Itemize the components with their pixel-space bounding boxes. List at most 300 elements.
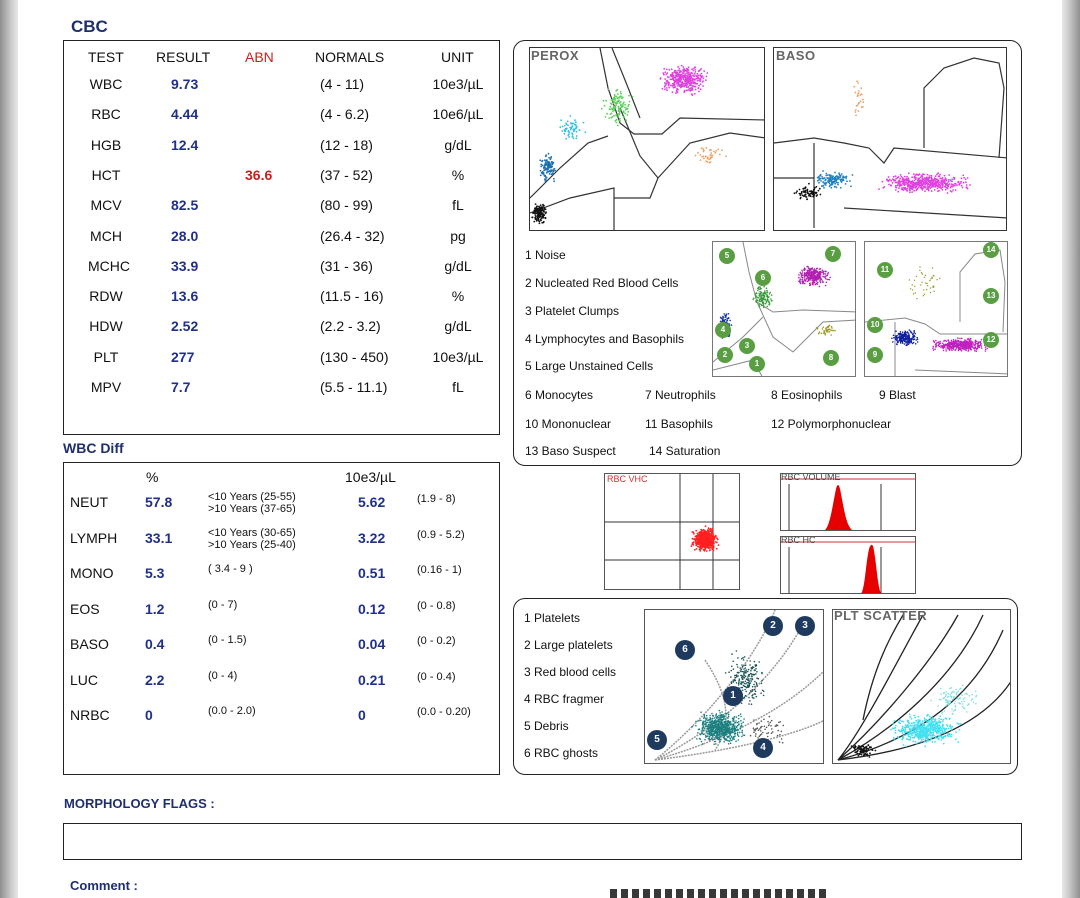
baso-dot (939, 181, 941, 183)
plts-dot (921, 736, 923, 738)
wbc-eos-range-pct-1: (0 - 7) (208, 598, 238, 611)
plt-dot (723, 737, 725, 739)
baso-dot (856, 105, 858, 107)
plt-dot (710, 729, 712, 731)
plt-dot (692, 726, 694, 728)
vhc-dot (709, 543, 711, 545)
baso-dot (924, 177, 926, 179)
plt-dot (724, 729, 726, 731)
perox-dot (689, 76, 691, 78)
perox-dot (616, 119, 618, 121)
mini-dot (896, 335, 898, 337)
perox-dot (571, 132, 573, 134)
plts-dot (951, 734, 953, 736)
plt-dot (718, 719, 720, 721)
perox-dot (700, 83, 702, 85)
perox-dot (546, 160, 548, 162)
mini-dot (755, 301, 757, 303)
mini-dot (947, 339, 949, 341)
baso-dot (939, 177, 941, 179)
baso-dot (899, 178, 901, 180)
plt-dot (717, 731, 719, 733)
vhc-dot (712, 539, 714, 541)
mini-dot (822, 328, 824, 330)
mini-dot (960, 347, 962, 349)
wbc-eos-pct: 1.2 (145, 600, 165, 617)
plt-dot (741, 702, 743, 704)
baso-dot (834, 186, 836, 188)
baso-dot (818, 179, 820, 181)
baso-dot (897, 177, 899, 179)
perox-dot (567, 135, 569, 137)
perox-dot (560, 119, 562, 121)
baso-dot (813, 189, 815, 191)
baso-dot (951, 181, 953, 183)
plts-dot (911, 718, 913, 720)
plt-dot (720, 724, 722, 726)
mini-dot (756, 296, 758, 298)
wbc-baso-range-pct-1: (0 - 1.5) (208, 634, 247, 646)
plt-dot (763, 695, 765, 697)
mini-dot (770, 298, 772, 300)
mini-dot (926, 283, 927, 284)
baso-dot (934, 189, 936, 191)
plt-dot (761, 733, 763, 735)
plt-dot (720, 714, 722, 716)
baso-dot (911, 176, 913, 178)
baso-dot (915, 190, 917, 192)
plt-dot (721, 719, 723, 721)
baso-dot (827, 174, 829, 176)
plt-dot (769, 716, 771, 718)
mini-dot (808, 273, 810, 275)
mini-dot (944, 344, 946, 346)
mini-dot (829, 331, 831, 333)
plts-dot (917, 721, 919, 723)
perox-dot (550, 171, 552, 173)
perox-dot (702, 148, 704, 150)
perox-dot (549, 164, 551, 166)
perox-dot (543, 221, 545, 223)
mini-dot (800, 273, 802, 275)
plt-dot (730, 742, 732, 744)
vhc-dot (697, 533, 699, 535)
plt-dot (733, 681, 735, 683)
plt-dot (755, 735, 757, 737)
perox-dot (572, 136, 574, 138)
wbc-mono-abs: 0.51 (358, 565, 386, 581)
mini-dot (825, 285, 827, 287)
plts-dot (920, 722, 922, 724)
baso-dot (855, 114, 857, 116)
plts-dot (920, 735, 922, 737)
perox-dot (535, 215, 537, 217)
baso-dot (901, 188, 903, 190)
perox-dot (614, 95, 616, 97)
mini-dot (945, 350, 947, 352)
perox-dot (564, 133, 566, 135)
mini-dot (769, 292, 771, 294)
perox-dot (535, 203, 537, 205)
plts-dot (926, 736, 928, 738)
mini-dot (826, 282, 828, 284)
perox-dot (682, 77, 684, 79)
baso-dot (938, 190, 940, 192)
plts-dot (932, 718, 934, 720)
mini-dot (763, 286, 765, 288)
mini-dot (729, 320, 731, 322)
plts-dot (930, 734, 932, 736)
baso-label: BASO (776, 48, 816, 63)
mini-dot (914, 338, 916, 340)
cbc-mch-test: MCH (90, 227, 122, 244)
perox-dot (572, 129, 574, 131)
mini-dot (728, 317, 730, 319)
baso-dot (895, 178, 897, 180)
mini-dot (908, 332, 910, 334)
perox-dot (677, 70, 679, 72)
mini-dot (932, 267, 933, 268)
plt-dot (732, 661, 734, 663)
baso-dot (934, 177, 936, 179)
plts-dot (944, 730, 946, 732)
baso-dot (806, 199, 808, 201)
baso-dot (892, 182, 894, 184)
perox-dot (618, 106, 620, 108)
mini-dot (814, 279, 816, 281)
plt-dot (761, 720, 763, 722)
vhc-dot (712, 528, 714, 530)
mini-dot (766, 301, 768, 303)
cbc-mpv-unit: fL (452, 379, 464, 395)
perox-dot (705, 79, 707, 81)
wbc-lymph-range-abs: (0.9 - 5.2) (417, 528, 465, 541)
baso-dot (933, 179, 935, 181)
baso-dot (921, 185, 923, 187)
perox-dot (544, 166, 546, 168)
baso-dot (922, 182, 924, 184)
plt-dot (727, 717, 729, 719)
mini-dot (916, 337, 918, 339)
plt-dot (718, 715, 720, 717)
wbc-header-abs-unit: 10e3/µL (345, 469, 396, 485)
perox-dot (623, 116, 625, 118)
mini-dot (966, 347, 968, 349)
perox-dot (567, 125, 569, 127)
mini-dot (981, 347, 983, 349)
baso-mini-plot (864, 241, 1008, 377)
plt-dot (741, 676, 743, 678)
plt-dot (719, 736, 721, 738)
baso-dot (804, 190, 806, 192)
plt-dot (727, 736, 729, 738)
plt-dot (768, 725, 770, 727)
plt-dot (767, 721, 769, 723)
wbc-mono-name: MONO (70, 565, 114, 581)
rbc-hc-svg (781, 537, 916, 594)
perox-dot (702, 81, 704, 83)
vhc-dot (710, 534, 712, 536)
mini-dot (914, 286, 915, 287)
cbc-mch-result: 28.0 (171, 227, 199, 244)
plt-dot (728, 716, 730, 718)
plt-dot (751, 703, 753, 705)
plts-dot (921, 731, 923, 733)
baso-dot (953, 178, 955, 180)
perox-dot (666, 89, 668, 91)
perox-dot (706, 72, 708, 74)
plts-dot (949, 718, 951, 720)
plt-dot (743, 665, 745, 667)
plt-dot (740, 683, 742, 685)
vhc-dot (710, 530, 712, 532)
mini-dot (915, 343, 917, 345)
perox-dot (564, 129, 566, 131)
baso-dot (909, 181, 911, 183)
perox-dot (541, 222, 543, 224)
plt-dot (708, 729, 710, 731)
plt-dot (714, 730, 716, 732)
plt-dot (737, 657, 739, 659)
mini-dot (813, 270, 815, 272)
plts-dot (946, 724, 948, 726)
legend-saturation: 14 Saturation (649, 444, 721, 458)
rbc-hc-plot (780, 536, 916, 594)
plt-dot (745, 681, 747, 683)
mini-dot (956, 341, 958, 343)
plt-dot (737, 733, 739, 735)
plt-dot (763, 691, 765, 693)
plt-dot (705, 721, 707, 723)
plt-dot (753, 719, 755, 721)
plt-badge-6: 6 (675, 640, 695, 660)
mini-dot (812, 267, 814, 269)
perox-dot (546, 177, 548, 179)
plt-dot (753, 731, 755, 733)
plts-dot (912, 740, 914, 742)
perox-dot (543, 170, 545, 172)
baso-dot (829, 186, 831, 188)
plt-dot (703, 730, 705, 732)
perox-dot (601, 108, 603, 110)
mini-dot (919, 266, 920, 267)
cbc-plt-normals: (130 - 450) (320, 348, 389, 365)
baso-mini-badge-13: 13 (983, 288, 999, 304)
plt-dot (734, 675, 736, 677)
perox-dot (677, 66, 679, 68)
plt-dot (752, 694, 754, 696)
wbc-nrbc-range-pct-1: (0.0 - 2.0) (208, 705, 256, 717)
plt-dot (733, 729, 735, 731)
plt-dot (742, 657, 744, 659)
plt-dot (777, 725, 779, 727)
mini-dot (722, 320, 724, 322)
perox-dot (612, 109, 614, 111)
mini-dot (819, 286, 821, 288)
baso-dot (899, 183, 901, 185)
plts-dot (945, 728, 947, 730)
plts-dot (932, 741, 934, 743)
mini-dot (813, 275, 815, 277)
perox-scatter-svg (530, 48, 765, 231)
perox-dot (534, 207, 536, 209)
baso-dot (854, 111, 856, 113)
mini-dot (823, 270, 825, 272)
mini-dot (763, 304, 765, 306)
perox-dot (675, 81, 677, 83)
mini-dot (946, 346, 948, 348)
plts-dot (927, 738, 929, 740)
plt-dot (737, 725, 739, 727)
baso-dot (942, 187, 944, 189)
mini-dot (954, 345, 956, 347)
mini-dot (912, 338, 914, 340)
plt-dot (746, 669, 748, 671)
mini-dot (891, 338, 893, 340)
plts-dot (916, 731, 918, 733)
perox-dot (685, 83, 687, 85)
cbc-table (63, 40, 500, 435)
perox-dot (686, 90, 688, 92)
mini-dot (758, 293, 760, 295)
perox-dot (615, 115, 617, 117)
baso-dot (930, 183, 932, 185)
perox-dot (565, 122, 567, 124)
mini-dot (810, 271, 812, 273)
perox-dot (537, 217, 539, 219)
plt-dot (749, 692, 751, 694)
cbc-mchc-normals: (31 - 36) (320, 257, 373, 274)
plt-dot (748, 682, 750, 684)
wbc-neut-pct: 57.8 (145, 494, 173, 510)
mini-dot (936, 345, 938, 347)
plts-dot (917, 719, 919, 721)
baso-dot (963, 182, 965, 184)
plt-dot (778, 722, 780, 724)
plts-dot (913, 715, 915, 717)
mini-dot (923, 295, 924, 296)
baso-dot (926, 182, 928, 184)
baso-dot (945, 189, 947, 191)
vhc-dot (693, 531, 695, 533)
perox-dot (566, 128, 568, 130)
plt-dot (730, 670, 732, 672)
perox-dot (568, 136, 570, 138)
perox-dot (705, 156, 707, 158)
mini-dot (819, 268, 821, 270)
baso-dot (946, 187, 948, 189)
mini-dot (957, 337, 959, 339)
perox-dot (537, 208, 539, 210)
mini-dot (807, 266, 809, 268)
plt-dot (750, 735, 752, 737)
mini-dot (904, 331, 906, 333)
vhc-dot (699, 549, 701, 551)
plt-dot (711, 713, 713, 715)
mini-dot (964, 346, 966, 348)
mini-dot (821, 280, 823, 282)
wbc-luc-abs: 0.21 (358, 671, 386, 688)
perox-dot (697, 80, 699, 82)
mini-dot (921, 282, 922, 283)
vhc-dot (716, 548, 718, 550)
baso-dot (799, 194, 801, 196)
baso-dot (833, 178, 835, 180)
perox-dot (692, 81, 694, 83)
plt-dot (740, 687, 742, 689)
plt-dot (725, 733, 727, 735)
baso-dot (899, 180, 901, 182)
baso-dot (882, 187, 884, 189)
perox-dot (561, 130, 563, 132)
baso-dot (936, 185, 938, 187)
plt-dot (740, 726, 742, 728)
baso-dot (857, 82, 859, 84)
plt-dot (723, 718, 725, 720)
perox-dot (672, 78, 674, 80)
wbc-luc-range-pct-1: (0 - 4) (208, 669, 238, 682)
baso-dot (928, 184, 930, 186)
perox-dot (538, 210, 540, 212)
plt-dot (738, 735, 740, 737)
plt-dot (760, 692, 762, 694)
mini-dot (726, 320, 728, 322)
plts-dot (929, 739, 931, 741)
baso-dot (915, 187, 917, 189)
mini-dot (909, 279, 910, 280)
plt-dot (722, 730, 724, 732)
mini-dot (935, 340, 937, 342)
baso-dot (823, 185, 825, 187)
scatter-panel (513, 40, 1022, 466)
baso-dot (927, 174, 929, 176)
cbc-mpv-result: 7.7 (171, 379, 191, 395)
mini-dot (970, 340, 972, 342)
plt-dot (758, 729, 760, 731)
plt-dot (725, 723, 727, 725)
plts-dot (908, 739, 910, 741)
mini-dot (914, 336, 916, 338)
plts-dot (912, 737, 914, 739)
plt-dot (717, 717, 719, 719)
mini-dot (912, 284, 913, 285)
perox-dot (545, 154, 547, 156)
mini-dot (961, 338, 963, 340)
plt-dot (701, 730, 703, 732)
plt-dot (756, 724, 758, 726)
plts-dot (916, 743, 918, 745)
perox-dot (667, 72, 669, 74)
mini-dot (818, 272, 820, 274)
plt-dot (715, 715, 717, 717)
perox-dot (542, 215, 544, 217)
perox-dot (628, 95, 630, 97)
perox-dot (710, 152, 712, 154)
plt-dot (731, 681, 733, 683)
plt-dot (731, 736, 733, 738)
baso-dot (841, 173, 843, 175)
perox-dot (548, 165, 550, 167)
baso-dot (823, 177, 825, 179)
plt-scatter-svg (833, 610, 1011, 764)
mini-dot (959, 338, 961, 340)
mini-dot (895, 330, 897, 332)
mini-dot (817, 278, 819, 280)
mini-dot (916, 276, 917, 277)
mini-dot (973, 344, 975, 346)
wbc-mono-range-abs: (0.16 - 1) (417, 564, 462, 576)
plt-dot (734, 679, 736, 681)
